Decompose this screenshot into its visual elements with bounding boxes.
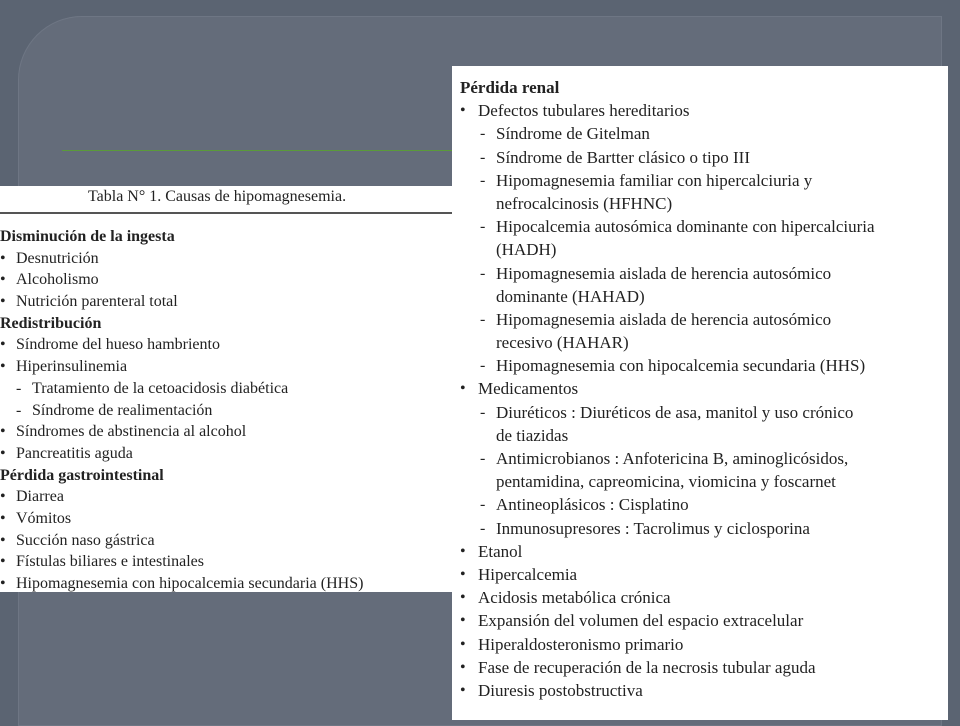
- bullet-marker: •: [0, 271, 6, 289]
- bullet-marker: •: [0, 509, 6, 527]
- item-text: recesivo (HAHAR): [496, 333, 629, 353]
- bullet-marker: •: [460, 589, 466, 607]
- item-text: Hipocalcemia autosómica dominante con hipercalciuria: [496, 217, 875, 237]
- item-text: Fístulas biliares e intestinales: [16, 553, 204, 571]
- item-text: Fase de recuperación de la necrosis tubular aguda: [478, 657, 816, 677]
- table-right: [452, 66, 948, 720]
- title-divider: [0, 212, 452, 214]
- list-item: [452, 493, 948, 516]
- dash-marker: -: [480, 310, 486, 328]
- list-item: [452, 540, 948, 563]
- list-item: [452, 192, 948, 215]
- list-item: [0, 530, 452, 552]
- bullet-marker: •: [0, 249, 6, 267]
- bullet-marker: •: [460, 102, 466, 120]
- dash-marker: -: [480, 171, 486, 189]
- list-item: [452, 656, 948, 679]
- bullet-marker: •: [460, 681, 466, 699]
- item-text: Inmunosupresores : Tacrolimus y ciclosporina: [496, 518, 810, 538]
- bullet-marker: •: [460, 658, 466, 676]
- bullet-marker: •: [0, 575, 6, 592]
- item-text: Pérdida gastrointestinal: [0, 466, 164, 484]
- list-item: [0, 443, 452, 465]
- list-item: [452, 169, 948, 192]
- list-item: [452, 447, 948, 470]
- item-text: Medicamentos: [478, 379, 579, 399]
- list-item: [452, 146, 948, 169]
- list-item: [0, 508, 452, 530]
- item-text: Hiperinsulinemia: [16, 358, 128, 376]
- item-text: Síndrome del hueso hambriento: [16, 336, 220, 354]
- section-heading: [452, 76, 948, 99]
- list-item: [0, 573, 452, 592]
- bullet-marker: •: [460, 565, 466, 583]
- item-text: Síndrome de realimentación: [32, 401, 213, 419]
- list-item: [0, 378, 452, 400]
- item-text: Tratamiento de la cetoacidosis diabética: [32, 379, 289, 397]
- item-text: pentamidina, capreomicina, viomicina y foscarnet: [496, 472, 836, 492]
- bullet-marker: •: [0, 358, 6, 376]
- item-text: Síndromes de abstinencia al alcohol: [16, 423, 247, 441]
- bullet-marker: •: [0, 336, 6, 354]
- dash-marker: -: [480, 148, 486, 166]
- item-text: Alcoholismo: [16, 271, 99, 289]
- bullet-marker: •: [0, 553, 6, 571]
- list-item: [452, 586, 948, 609]
- list-item: [452, 679, 948, 702]
- table-title: Tabla N° 1. Causas de hipomagnesemia.: [88, 188, 347, 205]
- dash-marker: -: [480, 218, 486, 236]
- item-text: Pancreatitis aguda: [16, 444, 133, 462]
- list-item: [452, 122, 948, 145]
- list-item: [0, 551, 452, 573]
- item-text: Hipomagnesemia familiar con hipercalciuria y: [496, 170, 813, 190]
- left-list: [0, 226, 452, 592]
- list-item: [452, 308, 948, 331]
- item-text: Succión naso gástrica: [16, 531, 155, 549]
- item-text: Nutrición parenteral total: [16, 293, 178, 311]
- dash-marker: -: [480, 403, 486, 421]
- list-item: [452, 99, 948, 122]
- list-item: [452, 377, 948, 400]
- item-text: Redistribución: [0, 314, 102, 332]
- list-item: [452, 470, 948, 493]
- list-item: [0, 356, 452, 378]
- list-item: [0, 291, 452, 313]
- list-item: [0, 334, 452, 356]
- list-item: [452, 238, 948, 261]
- item-text: Diarrea: [16, 488, 64, 506]
- table-left: [0, 186, 452, 592]
- item-text: nefrocalcinosis (HFHNC): [496, 193, 673, 213]
- item-text: Hipercalcemia: [478, 564, 578, 584]
- list-item: [452, 262, 948, 285]
- bullet-marker: •: [0, 293, 6, 311]
- item-text: Hipomagnesemia con hipocalcemia secundaria (HHS): [496, 356, 866, 376]
- item-text: Acidosis metabólica crónica: [478, 588, 671, 608]
- item-text: Pérdida renal: [460, 78, 560, 97]
- list-item: [452, 609, 948, 632]
- bullet-marker: •: [460, 612, 466, 630]
- list-item: [452, 401, 948, 424]
- item-text: (HADH): [496, 240, 557, 260]
- dash-marker: -: [480, 496, 486, 514]
- list-item: [0, 248, 452, 270]
- dash-marker: -: [480, 357, 486, 375]
- item-text: Desnutrición: [16, 249, 99, 267]
- list-item: [452, 424, 948, 447]
- list-item: [452, 331, 948, 354]
- item-text: Hipomagnesemia con hipocalcemia secundaria (HHS): [16, 575, 364, 592]
- item-text: Etanol: [478, 541, 523, 561]
- section-heading: [0, 465, 452, 487]
- item-text: Defectos tubulares hereditarios: [478, 101, 690, 121]
- right-list: [452, 76, 948, 702]
- list-item: [452, 517, 948, 540]
- item-text: Antineoplásicos : Cisplatino: [496, 495, 689, 515]
- bullet-marker: •: [0, 423, 6, 441]
- item-text: Hiperaldosteronismo primario: [478, 634, 684, 654]
- bullet-marker: •: [0, 531, 6, 549]
- bullet-marker: •: [460, 380, 466, 398]
- section-heading: [0, 226, 452, 248]
- bullet-marker: •: [460, 542, 466, 560]
- bullet-marker: •: [0, 444, 6, 462]
- title-underline: [62, 150, 452, 151]
- list-item: [0, 486, 452, 508]
- dash-marker: -: [480, 125, 486, 143]
- item-text: Diuresis postobstructiva: [478, 680, 643, 700]
- item-text: Disminución de la ingesta: [0, 228, 175, 245]
- item-text: Síndrome de Gitelman: [496, 124, 650, 144]
- dash-marker: -: [480, 264, 486, 282]
- list-item: [452, 354, 948, 377]
- dash-marker: -: [16, 401, 22, 419]
- list-item: [452, 563, 948, 586]
- list-item: [0, 421, 452, 443]
- item-text: dominante (HAHAD): [496, 286, 645, 306]
- item-text: de tiazidas: [496, 425, 569, 445]
- item-text: Síndrome de Bartter clásico o tipo III: [496, 147, 750, 167]
- bullet-marker: •: [460, 635, 466, 653]
- item-text: Diuréticos : Diuréticos de asa, manitol y uso crónico: [496, 402, 854, 422]
- list-item: [0, 400, 452, 422]
- list-item: [0, 269, 452, 291]
- item-text: Vómitos: [16, 509, 72, 527]
- item-text: Hipomagnesemia aislada de herencia autosómico: [496, 263, 832, 283]
- dash-marker: -: [480, 450, 486, 467]
- item-text: Hipomagnesemia aislada de herencia autosómico: [496, 309, 832, 329]
- dash-marker: -: [480, 519, 486, 537]
- list-item: [452, 215, 948, 238]
- list-item: [452, 633, 948, 656]
- bullet-marker: •: [0, 488, 6, 506]
- item-text: Antimicrobianos : Anfotericina B, aminoglicósidos,: [496, 449, 849, 468]
- list-item: [452, 285, 948, 308]
- dash-marker: -: [16, 379, 22, 397]
- item-text: Expansión del volumen del espacio extracelular: [478, 611, 804, 631]
- section-heading: [0, 313, 452, 335]
